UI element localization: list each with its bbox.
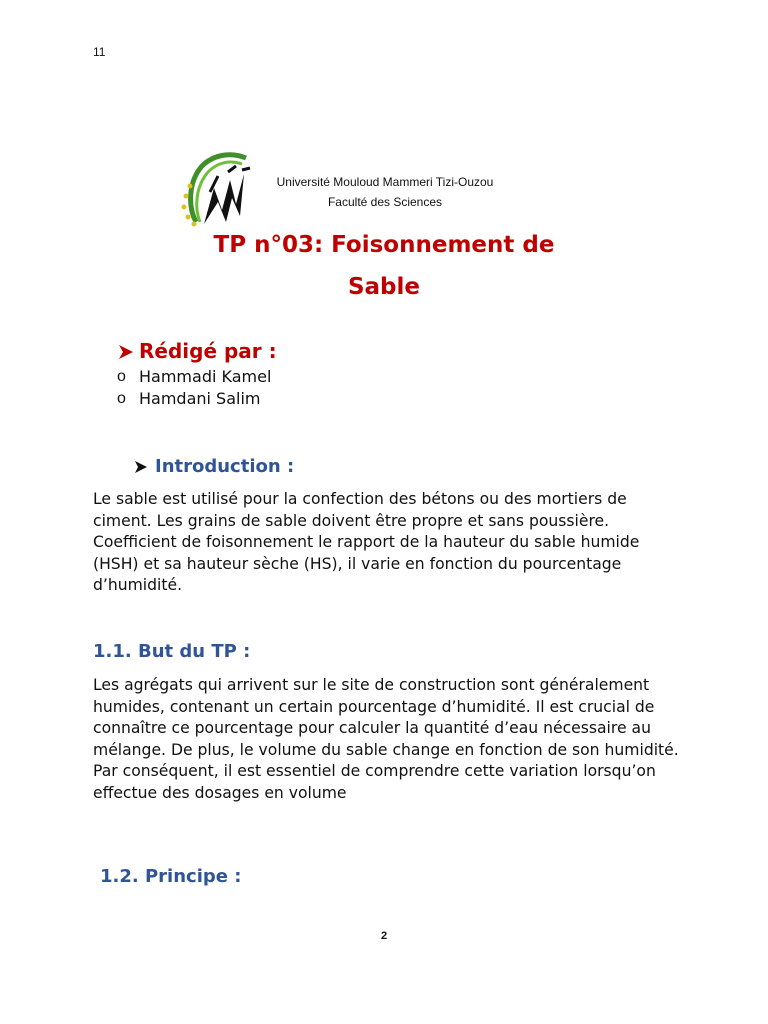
institution-block (270, 172, 500, 212)
list-bullet: o (117, 390, 126, 407)
introduction-paragraph: Le sable est utilisé pour la confection des bétons ou des mortiers de ciment. Les grains de sable doivent être propre et sans poussière. Coefficient de foisonnement le rapport de la hauteur du sable humide (HSH) et sa hauteur sèche (HS), il varie en fonction du pourcentage d’humidité. (93, 490, 640, 594)
introduction-heading-text: Introduction : (155, 456, 295, 477)
document-title-line-2: Sable (347, 274, 421, 300)
arrow-bullet-icon (133, 459, 149, 475)
introduction-heading (133, 456, 294, 477)
faculty-name: Faculté des Sciences (327, 195, 443, 209)
authors-heading (117, 339, 277, 363)
author-name: Hamdani Salim (139, 389, 261, 408)
document-title-line-1: TP n°03: Foisonnement de (213, 232, 555, 258)
arrow-bullet-icon (117, 342, 135, 360)
list-item (117, 366, 271, 388)
authors-heading-text: Rédigé par : (139, 339, 277, 363)
university-name: Université Mouloud Mammeri Tizi-Ouzou (276, 175, 494, 189)
section-1-1-heading: 1.1. But du TP : (93, 641, 251, 662)
list-item (117, 388, 271, 410)
section-1-1-paragraph: Les agrégats qui arrivent sur le site de construction sont généralement humides, contenant un certain pourcentage d’humidité. Il est crucial de connaître ce pourcentage pour calculer la quantité d’eau nécessaire au mélange. De plus, le volume du sable change en fonction de son humidité. Par conséquent, il est essentiel de comprendre cette variation lorsqu’on effectue des dosages en volume (93, 676, 679, 802)
author-name: Hammadi Kamel (139, 367, 272, 386)
list-bullet: o (117, 368, 126, 385)
university-logo-icon (170, 152, 262, 230)
page-footer-number: 2 (380, 930, 388, 942)
authors-list (117, 366, 271, 410)
section-1-2-heading: 1.2. Principe : (100, 866, 242, 887)
page-header-number: 11 (93, 45, 106, 59)
